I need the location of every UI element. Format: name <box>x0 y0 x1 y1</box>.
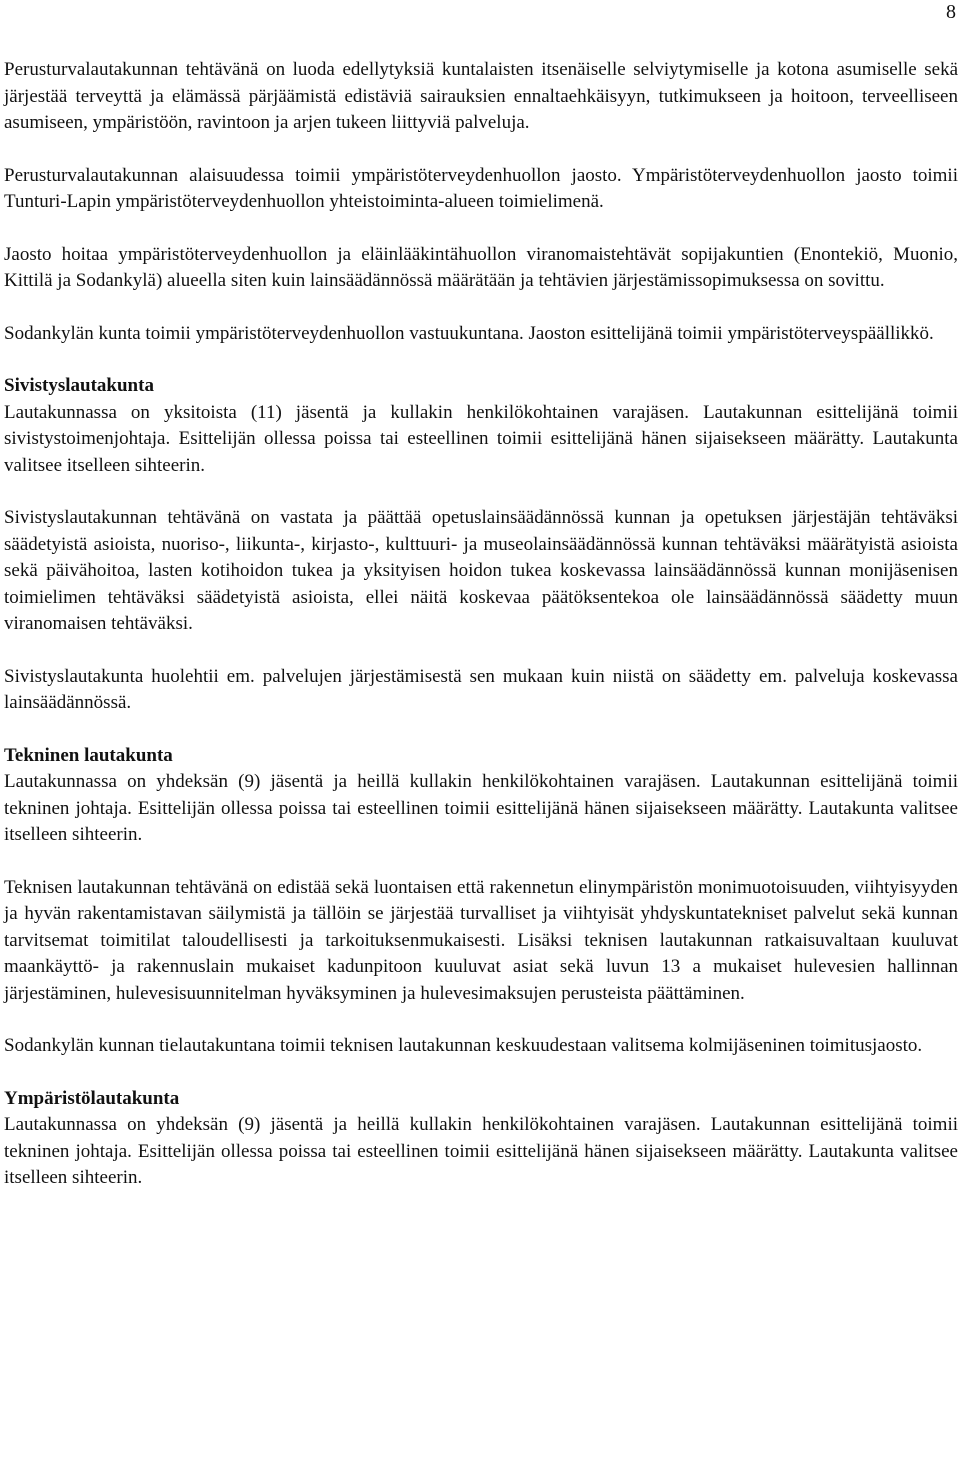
document-body <box>4 57 958 1192</box>
paragraph-sivistys-kokoonpano: Lautakunnassa on yksitoista (11) jäsentä ja kullakin henkilökohtainen varajäsen. Lautakunnan esittelijänä toimii sivistystoimenjohtaja. Esittelijän ollessa poissa tai esteellinen toimii esittelijänä hänen sijaisekseen määrätty. Lautakunta valitsee itselleen sihteerin. <box>4 401 958 476</box>
paragraph-tielautakunta: Sodankylän kunnan tielautakuntana toimii teknisen lautakunnan keskuudestaan valitsema kolmijäseninen toimitusjaosto. <box>4 1035 923 1056</box>
paragraph-tekninen-tehtava: Teknisen lautakunnan tehtävänä on edistää sekä luontaisen että rakennetun elinympäristön monimuotoisuuden, viihtyisyyden ja hyvän rakentamistavan säilymistä ja tällöin se järjestää turvalliset ja viihtyisät yhdyskuntatekniset palvelut sekä kunnan tarvitsemat toimitilat taloudellisesti ja tarkoituksenmukaisesti. Lisäksi teknisen lautakunnan ratkaisuvaltaan kuuluvat maankäyttö- ja rakennuslain mukaiset kadunpitoon kuuluvat asiat sekä luvun 13 a mukaiset hulevesien hallinnan järjestäminen, hulevesisuunnitelman hyväksyminen ja hulevesimaksujen perusteista päättäminen. <box>4 876 958 1004</box>
paragraph-tekninen-kokoonpano: Lautakunnassa on yhdeksän (9) jäsentä ja heillä kullakin henkilökohtainen varajäsen. Lautakunnan esittelijänä toimii tekninen johtaja. Esittelijän ollessa poissa tai esteellinen toimii esittelijänä hänen sijaisekseen määrätty. Lautakunta valitsee itselleen sihteerin. <box>4 771 958 845</box>
paragraph-jaosto-tehtavat: Jaosto hoitaa ympäristöterveydenhuollon ja eläinlääkintähuollon viranomaistehtävät sopijakuntien (Enontekiö, Muonio, Kittilä ja Sodankylä) alueella siten kuin lainsäädännössä määrätään ja tehtävien järjestämissopimuksessa on sovittu. <box>4 243 958 291</box>
paragraph-ymparisto-kokoonpano: Lautakunnassa on yhdeksän (9) jäsentä ja heillä kullakin henkilökohtainen varajäsen. Lautakunnan esittelijänä toimii tekninen johtaja. Esittelijän ollessa poissa tai esteellinen toimii esittelijänä hänen sijaisekseen määrätty. Lautakunta valitsee itselleen sihteerin. <box>4 1114 958 1188</box>
heading-tekninen-lautakunta: Tekninen lautakunta <box>4 744 173 766</box>
heading-ymparistolautakunta: Ympäristölautakunta <box>4 1087 180 1109</box>
paragraph-sivistys-tehtava: Sivistyslautakunnan tehtävänä on vastata ja päättää opetuslainsäädännössä kunnan ja opetuksen järjestäjän tehtäväksi säädetyistä asioista, nuoriso-, liikunta-, kirjasto-, kulttuuri- ja museolainsäädännössä kunnan tehtäväksi määrätyistä asioista sekä päivähoitoa, lasten kotihoidon tukea ja yksityisen hoidon tukea koskevassa lainsäädännössä kunnan monijäsenisen toimielimen tehtäväksi säädetyistä asioista, ellei näitä koskevaa päätöksentekoa ole lainsäädännössä säädetty muun viranomaisen tehtäväksi. <box>4 507 958 634</box>
paragraph-vastuukunta: Sodankylän kunta toimii ympäristöterveydenhuollon vastuukuntana. Jaoston esittelijänä toimii ympäristöterveyspäällikkö. <box>4 322 934 344</box>
paragraph-ymparistoterveys-jaosto: Perusturvalautakunnan alaisuudessa toimii ympäristöterveydenhuollon jaosto. Ympäristöterveydenhuollon jaosto toimii Tunturi-Lapin ympäristöterveydenhuollon yhteistoiminta-alueen toimielimenä. <box>4 164 958 212</box>
paragraph-sivistys-palvelut: Sivistyslautakunta huolehtii em. palvelujen järjestämisestä sen mukaan kuin niistä on säädetty em. palveluja koskevassa lainsäädännössä. <box>4 665 958 713</box>
page-number: 8 <box>946 1 956 23</box>
paragraph-perusturva-tehtava: Perusturvalautakunnan tehtävänä on luoda edellytyksiä kuntalaisten itsenäiselle selviytymiselle ja kotona asumiselle sekä järjestää terveyttä ja elämässä pärjäämistä edistäviä sairauksien ennaltaehkäisyyn, tutkimukseen ja hoitoon, terveelliseen asumiseen, ympäristöön, ravintoon ja arjen tukeen liittyviä palveluja. <box>4 59 958 133</box>
heading-sivistyslautakunta: Sivistyslautakunta <box>4 375 154 396</box>
